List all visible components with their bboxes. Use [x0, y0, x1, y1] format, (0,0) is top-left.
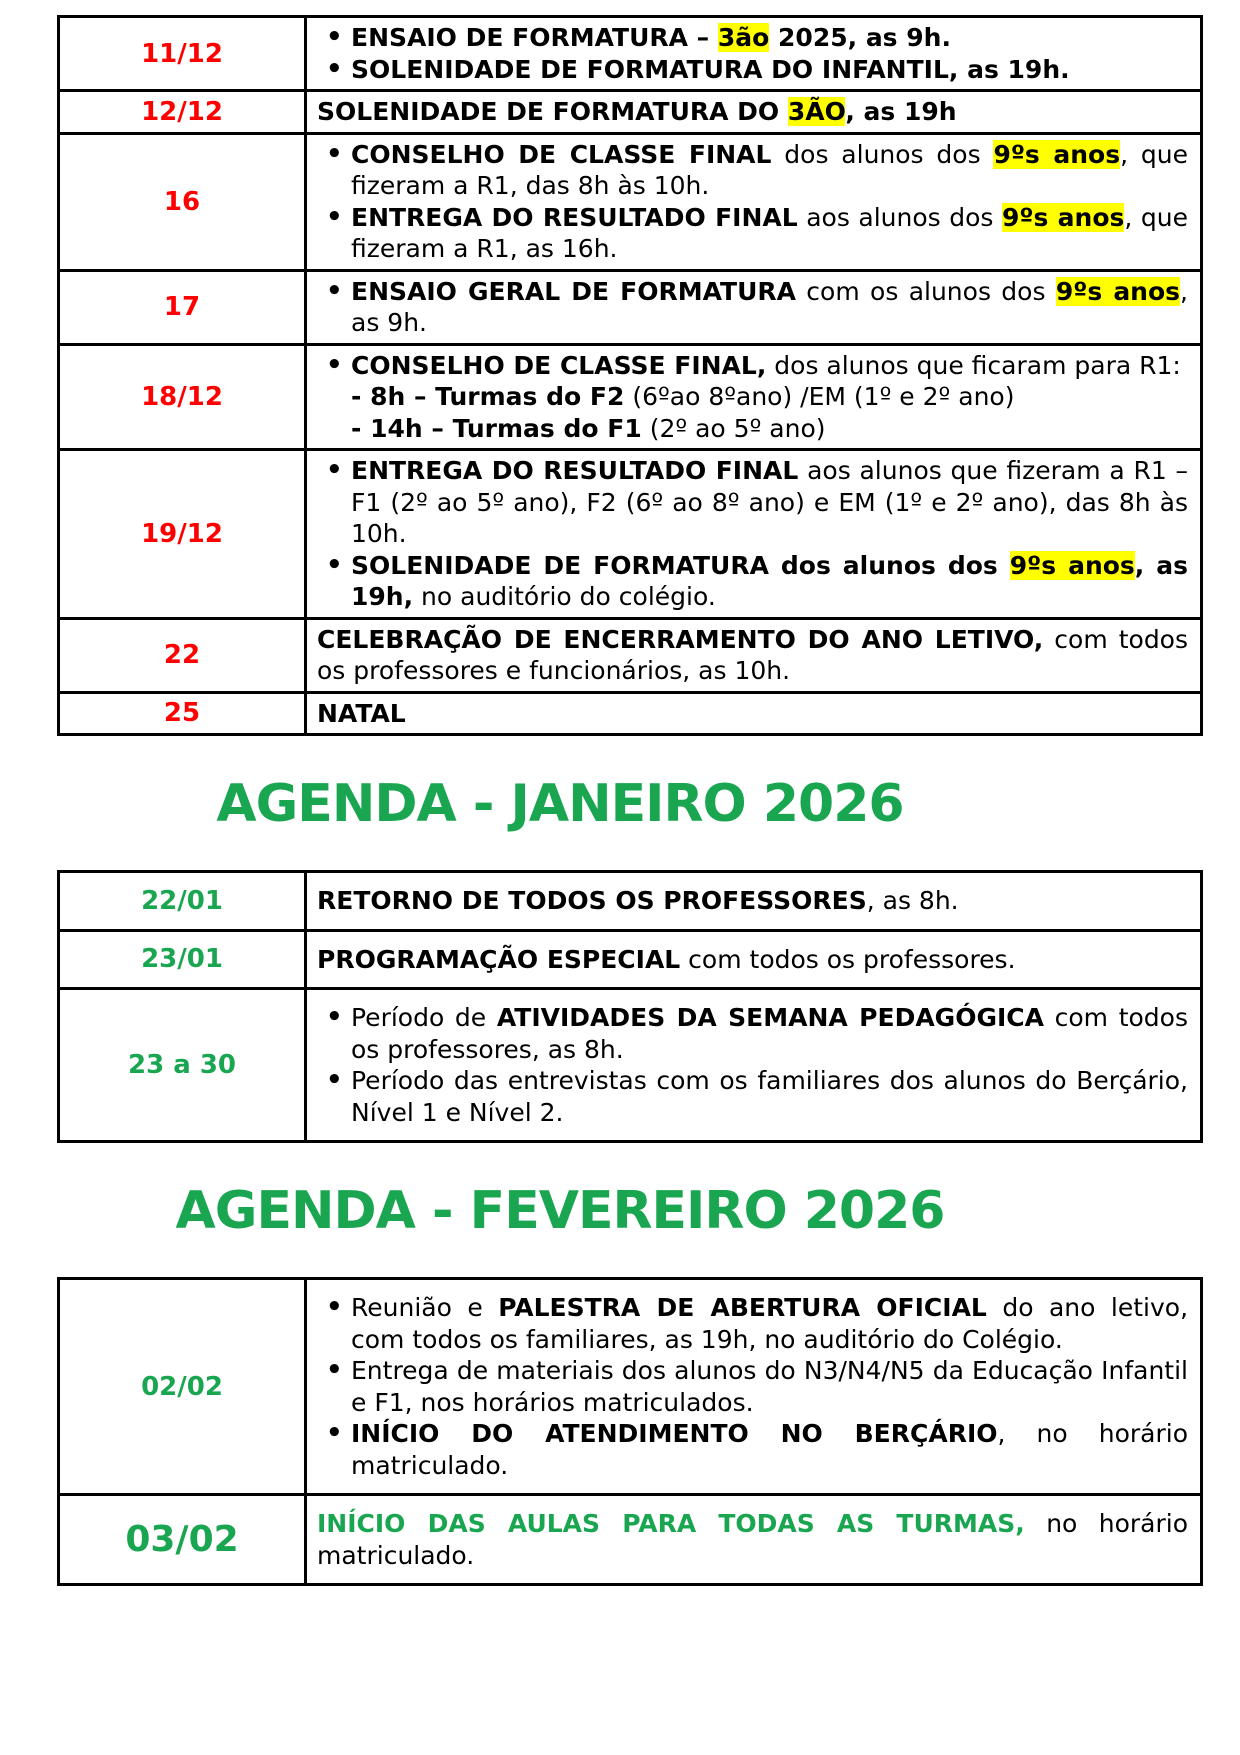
event-text-run: Reunião e	[351, 1293, 499, 1322]
table-row	[59, 930, 1202, 989]
event-item	[317, 550, 1188, 613]
event-item	[317, 624, 1188, 687]
agenda-fevereiro-heading: AGENDA - FEVEREIRO 2026	[175, 1181, 945, 1241]
event-text-run: PALESTRA DE ABERTURA OFICIAL	[498, 1293, 987, 1322]
event-item	[317, 350, 1188, 445]
date-cell: 23/01	[59, 930, 306, 989]
event-item	[317, 455, 1188, 550]
event-item	[317, 276, 1188, 339]
date-cell: 17	[59, 270, 306, 344]
event-cell	[306, 1495, 1202, 1585]
event-cell	[306, 989, 1202, 1142]
event-text-run: CONSELHO DE CLASSE FINAL,	[351, 350, 767, 380]
event-text-run: NATAL	[317, 698, 406, 728]
table-row	[59, 450, 1202, 619]
event-text-run: , no horário matriculado.	[351, 1419, 1188, 1480]
table-row	[59, 133, 1202, 270]
event-cell	[306, 270, 1202, 344]
event-item	[317, 96, 1188, 128]
event-text-run: ENTREGA DO RESULTADO FINAL	[351, 202, 798, 232]
agenda-janeiro-heading: AGENDA - JANEIRO 2026	[216, 774, 904, 834]
agenda-dezembro-table-container	[57, 15, 1240, 736]
agenda-dezembro-table	[57, 15, 1203, 736]
agenda-fevereiro-table	[57, 1277, 1203, 1586]
event-text-run: , as 19h,	[351, 550, 1188, 611]
event-text-run: INÍCIO DAS AULAS PARA TODAS AS TURMAS,	[317, 1509, 1025, 1538]
table-row	[59, 872, 1202, 931]
event-cell	[306, 17, 1202, 91]
date-cell: 16	[59, 133, 306, 270]
event-item	[317, 1508, 1188, 1571]
event-text-run: no auditório do colégio.	[413, 582, 716, 611]
event-text-run: com todos os professores e funcionários, as 10h.	[317, 624, 1189, 685]
event-text-run: 2025, as 9h.	[769, 23, 951, 52]
event-item	[317, 1065, 1188, 1128]
event-text-run: com todos os professores, as 8h.	[351, 1003, 1188, 1064]
event-text-run: 9ºs anos	[993, 139, 1121, 169]
event-text-run: SOLENIDADE DE FORMATURA DO	[317, 97, 788, 126]
event-text-run: CONSELHO DE CLASSE FINAL	[351, 139, 772, 169]
event-cell	[306, 1279, 1202, 1495]
event-item	[317, 54, 1188, 86]
event-text-run: ATIVIDADES DA SEMANA PEDAGÓGICA	[496, 1003, 1044, 1032]
table-row	[59, 17, 1202, 91]
event-text-run: 3ÃO	[787, 97, 846, 126]
event-text-run: com os alunos dos	[795, 276, 1056, 306]
event-text-run: SOLENIDADE DE FORMATURA dos alunos dos	[351, 550, 1010, 580]
event-cell	[306, 133, 1202, 270]
event-cell	[306, 930, 1202, 989]
event-item	[317, 139, 1188, 202]
event-text-run: com todos os professores.	[680, 944, 1016, 974]
event-text-run: (2º ao 5º ano)	[641, 413, 826, 443]
event-text-run: aos alunos dos	[797, 202, 1002, 232]
event-text-run: dos alunos que ficaram para R1:	[766, 350, 1181, 380]
table-row	[59, 1279, 1202, 1495]
event-text-run: Período das entrevistas com os familiares dos alunos do Berçário, Nível 1 e Nível 2.	[351, 1066, 1188, 1127]
event-text-run: 9ºs anos	[1009, 550, 1135, 580]
event-text-run: 9ºs anos	[1001, 202, 1125, 232]
event-cell	[306, 618, 1202, 692]
event-text-run: , as 8h.	[866, 886, 959, 915]
event-text-run: - 8h – Turmas do F2	[351, 382, 625, 411]
event-item	[317, 1355, 1188, 1418]
agenda-janeiro-table-container	[57, 870, 1240, 1143]
event-item	[317, 1418, 1188, 1481]
date-cell: 22	[59, 618, 306, 692]
event-item	[317, 22, 1188, 54]
table-row	[59, 692, 1202, 735]
date-cell: 12/12	[59, 91, 306, 134]
event-text-run: ENSAIO GERAL DE FORMATURA	[351, 276, 796, 306]
table-row	[59, 344, 1202, 450]
table-row	[59, 1495, 1202, 1585]
event-text-run: dos alunos dos	[771, 139, 994, 169]
event-text-run: , as 9h.	[351, 276, 1188, 337]
agenda-janeiro-table	[57, 870, 1203, 1143]
event-text-run: aos alunos que fizeram a R1 – F1 (2º ao 5º ano), F2 (6º ao 8º ano) e EM (1º e 2º ano), das 8h às 10h.	[351, 456, 1189, 548]
date-cell: 25	[59, 692, 306, 735]
event-text-run: , que fizeram a R1, das 8h às 10h.	[351, 139, 1188, 200]
event-text-run: do ano letivo, com todos os familiares, as 19h, no auditório do Colégio.	[351, 1293, 1189, 1354]
event-item	[317, 202, 1188, 265]
event-text-run: RETORNO DE TODOS OS PROFESSORES	[317, 886, 867, 915]
table-row	[59, 91, 1202, 134]
table-row	[59, 989, 1202, 1142]
event-text-run: SOLENIDADE DE FORMATURA DO INFANTIL, as 19h.	[351, 54, 1070, 84]
event-text-run: PROGRAMAÇÃO ESPECIAL	[317, 944, 681, 974]
event-item	[317, 698, 1188, 730]
event-text-run: Entrega de materiais dos alunos do N3/N4/N5 da Educação Infantil e F1, nos horários matriculados.	[351, 1356, 1188, 1417]
event-text-run: 3ão	[717, 23, 770, 52]
event-cell	[306, 692, 1202, 735]
event-item	[317, 1002, 1188, 1065]
event-text-run: INÍCIO DO ATENDIMENTO NO BERÇÁRIO	[351, 1419, 998, 1448]
date-cell: 02/02	[59, 1279, 306, 1495]
date-cell: 03/02	[59, 1495, 306, 1585]
event-text-run: (6ºao 8ºano) /EM (1º e 2º ano)	[624, 382, 1015, 411]
event-cell	[306, 450, 1202, 619]
date-cell: 18/12	[59, 344, 306, 450]
table-row	[59, 270, 1202, 344]
event-text-run: no horário matriculado.	[317, 1509, 1188, 1570]
event-text-run: , as 19h	[845, 97, 957, 126]
event-text-run: CELEBRAÇÃO DE ENCERRAMENTO DO ANO LETIVO,	[317, 624, 1044, 654]
event-cell	[306, 344, 1202, 450]
table-row	[59, 618, 1202, 692]
event-cell	[306, 91, 1202, 134]
date-cell: 23 a 30	[59, 989, 306, 1142]
event-text-run: ENTREGA DO RESULTADO FINAL	[351, 456, 799, 485]
event-text-run: ENSAIO DE FORMATURA –	[351, 23, 718, 52]
event-text-run: Período de	[351, 1003, 497, 1032]
event-item	[317, 1292, 1188, 1355]
event-text-run: , que fizeram a R1, as 16h.	[351, 202, 1188, 263]
event-text-run: 9ºs anos	[1055, 276, 1181, 306]
agenda-fevereiro-table-container	[57, 1277, 1240, 1586]
date-cell: 11/12	[59, 17, 306, 91]
date-cell: 19/12	[59, 450, 306, 619]
event-text-run: - 14h – Turmas do F1	[351, 413, 642, 443]
date-cell: 22/01	[59, 872, 306, 931]
event-cell	[306, 872, 1202, 931]
event-item	[317, 885, 1188, 917]
event-item	[317, 944, 1188, 976]
